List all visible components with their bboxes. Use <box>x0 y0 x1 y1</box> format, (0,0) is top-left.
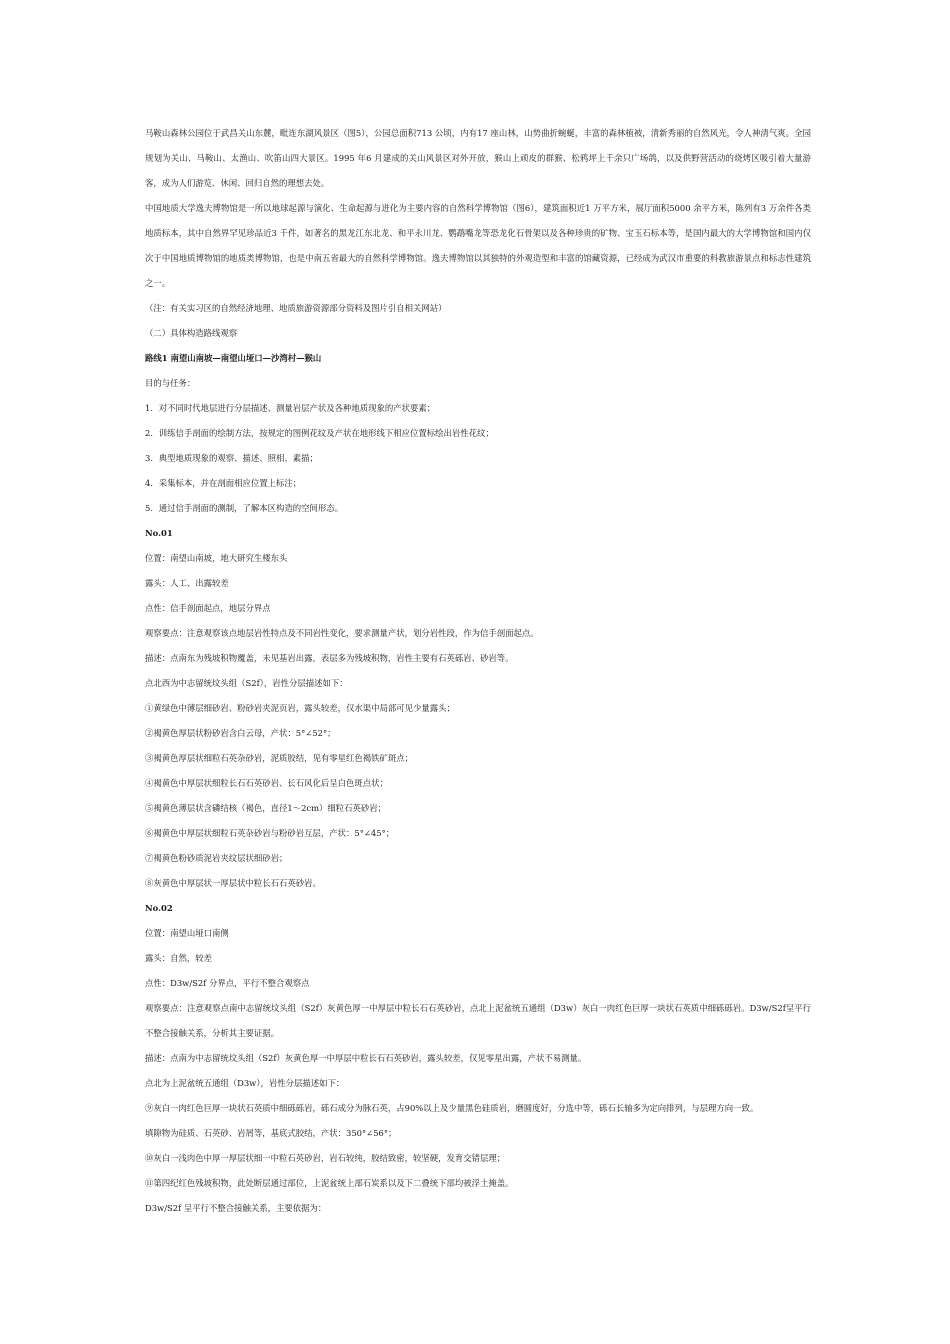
route-text-line: ⑦褐黄色粉砂质泥岩夹纹层状细砂岩； <box>145 853 288 863</box>
route-heading-line: No.01 <box>145 528 173 538</box>
route-text-line: 露头：自然，较差 <box>145 953 212 963</box>
route-cont-text-line: ⑩灰白一浅肉色中厚一厚层状细一中粒石英砂岩，岩石较纯，胶结致密，较坚硬，发育交错层理； <box>145 1153 506 1163</box>
route-text-line: 观察要点：注意观察该点地层岩性特点及不同岩性变化，要求测量产状，划分岩性段，作为信手剖面起点。 <box>145 628 539 638</box>
intro-paragraph-2: 中国地质大学逸夫博物馆是一所以地球起源与演化、生命起源与进化为主要内容的自然科学博物馆（图6），建筑面积近1 万平方米，展厅面积5000 余平方米，陈列有3 万余件各类地质标本，其中自然界罕见珍品近3 千件，如著名的黑龙江东北龙、和平永川龙、鹦鹉嘴龙等恐龙化石骨架以及各种珍贵的矿物、宝玉石标本等，是国内最大的大学博物馆和国内仅次于中国地质博物馆的地质类博物馆，也是中南五省最大的自然科学博物馆。逸夫博物馆以其独特的外观造型和丰富的馆藏资源，已经成为武汉市重要的科教旅游景点和标志性建筑之一。 <box>145 203 811 288</box>
route-text-line: ①黄绿色中薄层细砂岩、粉砂岩夹泥页岩，露头较差，仅水渠中局部可见少量露头； <box>145 703 455 713</box>
route-text-line: 露头：人工、出露较差 <box>145 578 229 588</box>
route-heading-line: 路线1 南望山南坡—南望山垭口—沙湾村—猴山 <box>145 353 322 363</box>
route-text-line: 4．采集标本，并在剖面相应位置上标注； <box>145 478 302 488</box>
route-text-line: ②褐黄色厚层状粉砂岩含白云母，产状：5°∠52°； <box>145 728 336 738</box>
route-text-line: 位置：南望山垭口南侧 <box>145 928 229 938</box>
route-cont-text-line: ⑪第四纪红色残坡积物，此处断层通过部位，上泥盆统上部石炭系以及下二叠统下部均被浮土掩盖。 <box>145 1178 514 1188</box>
route-text-line: ④褐黄色中厚层状细粒长石石英砂岩、长石风化后呈白色斑点状； <box>145 778 388 788</box>
route-text-line: 点性：D3w/S2f 分界点，平行不整合观察点 <box>145 978 310 988</box>
text-lines-block-1 <box>145 296 811 996</box>
document-body <box>145 121 811 1221</box>
route-text-line: 3．典型地质现象的观察、描述、照相、素描； <box>145 453 318 463</box>
route-text-line: （二）具体构造路线观察 <box>145 328 238 338</box>
route-cont-text-line: 点北为上泥盆统五通组（D3w），岩性分层描述如下： <box>145 1078 345 1088</box>
route-text-line: 2．训练信手剖面的绘制方法，按规定的图例花纹及产状在地形线下相应位置标绘出岩性花纹； <box>145 428 494 438</box>
route-cont-text-line: D3w/S2f 呈平行不整合接触关系，主要依据为： <box>145 1203 327 1213</box>
route-text-line: 点性：信手剖面起点，地层分界点 <box>145 603 271 613</box>
route-text-line: 目的与任务： <box>145 378 196 388</box>
route-text-line: 描述：点南东为残坡积物覆盖，未见基岩出露，表层多为残坡积物，岩性主要有石英砾岩、砂岩等。 <box>145 653 514 663</box>
route-text-line: （注：有关实习区的自然经济地理、地质旅游资源部分资料及图片引自相关网站） <box>145 303 447 313</box>
route-heading-line: No.02 <box>145 903 173 913</box>
route-cont-text-line: 描述：点南为中志留统坟头组（S2f）灰黄色厚一中厚层中粒长石石英砂岩，露头较差，仅见零星出露，产状不易测量。 <box>145 1053 587 1063</box>
route-text-line: ⑤褐黄色薄层状含磷结核（褐色，直径1～2cm）细粒石英砂岩； <box>145 803 387 813</box>
route-text-line: 位置：南望山南坡，地大研究生楼东头 <box>145 553 288 563</box>
text-lines-block-2 <box>145 1046 811 1221</box>
intro-paragraph-1: 马鞍山森林公园位于武昌关山东麓，毗连东湖风景区（图5），公园总面积713 公顷，内有17 座山林，山势曲折蜿蜒，丰富的森林植被，清新秀丽的自然风光，令人神清气爽。全园规划为关山、马鞍山、太渔山、吹笛山四大景区。1995 年6 月建成的关山风景区对外开放，猴山上顽皮的群猴、松鸦坪上千余只广场鸽，以及供野营活动的烧烤区吸引着大量游客，成为人们游览、休闲、回归自然的理想去处。 <box>145 128 811 188</box>
route-cont-text-line: 填隙物为硅质、石英砂、岩屑等，基底式胶结，产状：350°∠56°； <box>145 1128 397 1138</box>
route-text-line: ⑧灰黄色中厚层状一厚层状中粒长石石英砂岩。 <box>145 878 321 888</box>
route-text-line: 1．对不同时代地层进行分层描述、测量岩层产状及各种地质现象的产状要素； <box>145 403 436 413</box>
route-text-line: 点北西为中志留统坟头组（S2f），岩性分层描述如下： <box>145 678 348 688</box>
route-text-line: ③褐黄色厚层状细粒石英杂砂岩，泥质胶结，见有零星红色褐铁矿斑点； <box>145 753 413 763</box>
route-cont-text-line: ⑨灰白一肉红色巨厚一块状石英质中细砾砾岩，砾石成分为脉石英，占90%以上及少量黑色硅质岩，磨圆度好，分选中等，砾石长轴多为定向排列，与层理方向一致。 <box>145 1103 759 1113</box>
observation-paragraph-no02: 观察要点：注意观察点南中志留统坟头组（S2f）灰黄色厚一中厚层中粒长石石英砂岩，点北上泥盆统五通组（D3w）灰白一肉红色巨厚一块状石英质中细砾砾岩。D3w/S2f呈平行不整合接触关系，分析其主要证据。 <box>145 1003 811 1038</box>
route-text-line: ⑥褐黄色中厚层状细粒石英杂砂岩与粉砂岩互层，产状：5°∠45°； <box>145 828 395 838</box>
route-text-line: 5．通过信手剖面的测制，了解本区构造的空间形态。 <box>145 503 343 513</box>
